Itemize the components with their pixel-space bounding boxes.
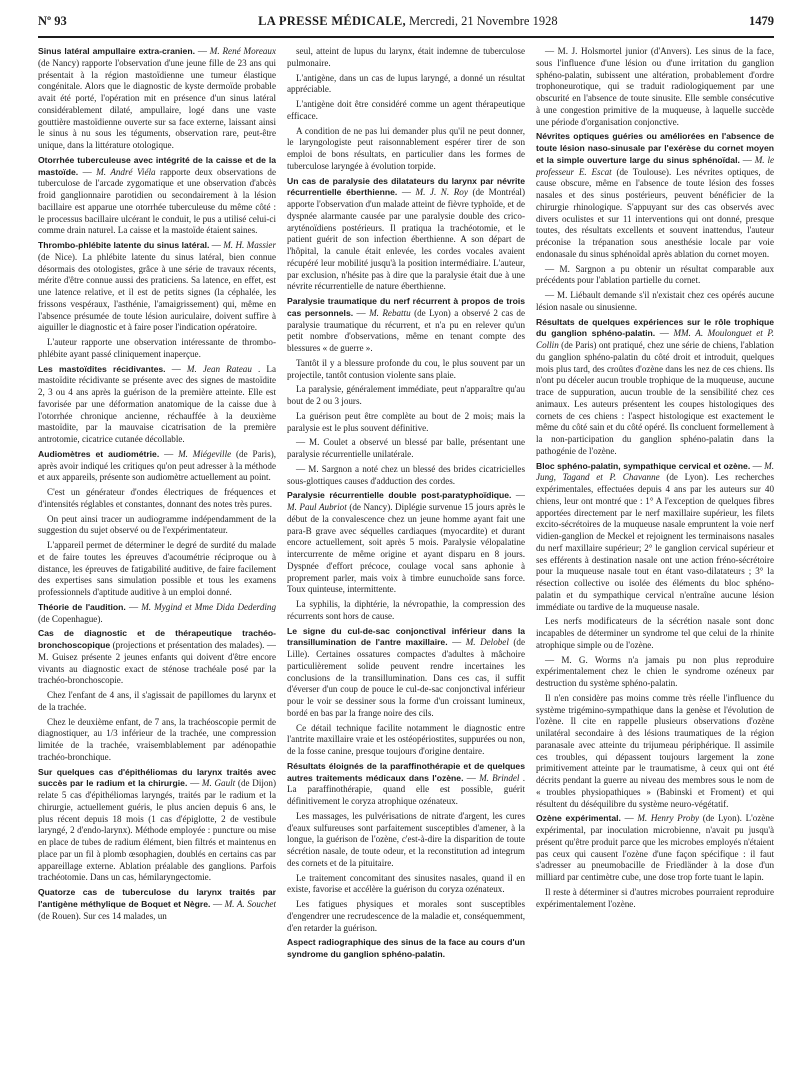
article-paragraph: Audiomètres et audiométrie. — M. Miégeville (de Paris), après avoir indiqué les critiques qu'on peut adresser à la méthode et aux appareils, présente son audiomètre actuellement au point.: [38, 448, 276, 483]
article-author: M. le professeur E. Escat: [536, 154, 774, 177]
article-body: Il n'en considère pas moins comme très réelle l'influence du système trigémino-sympathique dans la genèse et l'évolution de l'ozène. Il cite en rappelle plusieurs observations d'ozène unilatéral secondaire à des lésions traumatiques de la région paranasale avec atteinte du trijumeau périphérique. Il assimile ces troubles, qui dépassent toujours largement la zone primitivement atteinte par le traumatisme, à ceux qui ont été décrits pendant la guerre au niveau des membres sous le nom de « troubles physiopathiques » (Babinski et Froment) et qui résultent du déséquilibre du système neuro-végétatif.: [536, 692, 774, 809]
column-2: [287, 46, 525, 1066]
article-body: (de Rouen). Sur ces 14 malades, un: [38, 910, 167, 921]
article-body: C'est un générateur d'ondes électriques de fréquences et d'intensités réglables et constantes, donnant des notes très pures.: [38, 487, 276, 509]
article-paragraph: [38, 628, 276, 687]
article-paragraph: [38, 487, 276, 511]
article-paragraph: [287, 464, 525, 488]
article-body: . La mastoïdite récidivante se présente avec des signes de mastoïdite 2, 3 ou 4 ans après la guérison de la première atteinte. Elle est favorisée par une déformation anatomique de la caisse due à l'otorrhée chronique ancienne, réchauffée à la deuxième mastoïdite, par la mauvaise cicatrisation de la première antrotomie, cicatrice cutanée décollable.: [38, 363, 276, 444]
article-title: Ozène expérimental.: [536, 813, 621, 824]
article-body: Les nerfs modificateurs de la sécrétion nasale sont donc incapables de déterminer un syndrome tel que celui de la rhinite atrophique simple ou de l'ozène.: [536, 616, 774, 650]
article-author: M. Delobel: [465, 637, 509, 648]
article-title: Le signe du cul-de-sac conjonctival inférieur dans la transillumination de l'antre maxillaire.: [287, 625, 525, 648]
article-body: (de Copenhague).: [38, 613, 103, 624]
article-title: Paralysie traumatique du nerf récurrent à propos de trois cas personnels.: [287, 296, 525, 318]
article-paragraph: [536, 655, 774, 690]
article-body: Tantôt il y a blessure profonde du cou, le plus souvent par un projectile, tantôt contusion violente sans plaie.: [287, 357, 525, 380]
article-paragraph: [287, 811, 525, 870]
page-number: 1479: [748, 14, 774, 28]
article-body: (de Montréal) apporte l'observation d'un malade atteint de fièvre typhoïde, et de dyspnée alarmante causée par une paralysie double des crico-aryténoïdiens postérieurs. Il pratiqua la trachéotomie, et le patient guérit de son infection éberthienne. A son départ de l'hôpital, la canule était enlevée, les cordes vocales avaient récupéré leur mobilité jusqu'à la position intermédiaire. L'auteur, par exclusion, n'hésite pas à dire que la paralysie était due à une névrite récurrentielle de nature éberthienne.: [287, 187, 525, 292]
article-body: (de Lyon). Les recherches expérimentales, effectuées depuis 4 ans par les auteurs sur 40 chiens, leur ont montré que : 1° A l'exception de quelques fibres apportées directement par le nerf maxillaire supérieur, les filets excito-sécrétoires de la muqueuse nasale empruntent la voie nerf vidien-ganglion de Meckel et rejoignent les terminaisons nasales du nerf maxillaire supérieur; 2° le ganglion cervical supérieur et ses efférents à destination nasale ont une action fréno-sécrétoire pour la muqueuse nasale tout en étant vaso-dilatateurs ; 3° la résection collective ou isolée des éléments du bloc sphéno-palatin et du sympathique cervical n'entraîne aucune lésion immédiate ou tardive de la muqueuse nasale.: [536, 472, 774, 612]
article-author: M. Jean Rateau: [186, 363, 252, 374]
article-paragraph: [38, 337, 276, 361]
article-author: M. Paul Aubriot: [287, 502, 347, 512]
article-paragraph: Bloc sphéno-palatin, sympathique cervical et ozène. — M. Jung, Tagand et P. Chavanne (de Lyon). Les recherches expérimentales, effectuées depuis 4 ans par les auteurs sur 40 chiens, leur ont montré que : 1° A l'exception de quelques fibres apportées directement par le nerf maxillaire supérieur, les filets excito-sécrétoires de la muqueuse nasale empruntent la voie nerf vidien-ganglion de Meckel et rejoignent les terminaisons nasales du nerf maxillaire supérieur; 2° le ganglion cervical supérieur et ses efférents à destination nasale ont une action fréno-sécrétoire pour la muqueuse nasale tout en étant vaso-dilatateurs ; 3° la résection collective ou isolée des éléments du bloc sphéno-palatin et du sympathique cervical n'entraîne aucune lésion immédiate ou tardive de la muqueuse nasale.: [536, 460, 774, 612]
article-body: — M. G. Worms n'a jamais pu non plus reproduire expérimentalement chez le chien le syndrome ozéneux par destruction du système sphéno-palatin.: [536, 654, 774, 688]
article-paragraph: [536, 887, 774, 911]
article-title: Résultats de quelques expériences sur le rôle trophique du ganglion sphéno-palatin.: [536, 316, 774, 339]
article-title: Aspect radiographique des sinus de la face au cours d'un syndrome du ganglion sphéno-palatin.: [287, 937, 525, 959]
article-author: MM. A. Moulonguet et P. Collin: [536, 328, 774, 350]
article-paragraph: Les mastoïdites récidivantes. — M. Jean Rateau . La mastoïdite récidivante se présente avec des signes de mastoïdite 2, 3 ou 4 ans après la guérison de la première atteinte. Elle est favorisée par une déformation anatomique de la caisse due à l'otorrhée chronique ancienne, réchauffée à la deuxième mastoïdite, par la mauvaise cicatrisation de la première antrotomie, cicatrice cutanée décollable.: [38, 363, 276, 444]
article-paragraph: Ozène expérimental. — M. Henry Proby (de Lyon). L'ozène expérimental, par inoculation microbienne, n'avait pu jusqu'à présent qu'être produit parce que les microbes employés n'étaient pas ceux qui causent l'ozène d'une façon spécifique : il faut s'adresser au pneumobacille de Friedländer à la dose d'un milliard par centimètre cube, une dose trop forte tuant le lapin.: [536, 813, 774, 882]
article-title: Bloc sphéno-palatin, sympathique cervical et ozène.: [536, 460, 751, 471]
article-author: M. Gault: [201, 778, 236, 789]
article-paragraph: Résultats de quelques expériences sur le rôle trophique du ganglion sphéno-palatin. — MM. A. Moulonguet et P. Collin (de Paris) ont pratiqué, chez une série de chiens, l'ablation du ganglion sphéno-palatin du côté droit et introduit, quelques mois plus tard, des croûtes d'ozène dans les nez de ces chiens. Ils n'ont pu déceler aucun trouble trophique de la muqueuse, aucune trace de suppuration, aucun trouble de la sensibilité chez ces animaux. Les auteurs présentent les coupes histologiques des cornets de ces chiens : l'aspect histologique est exactement le même du côté sain et du côté opéré. Ils concluent formellement à la non-participation du ganglion sphéno-palatin dans la pathogénie de l'ozène.: [536, 316, 774, 456]
article-title: Théorie de l'audition.: [38, 601, 126, 612]
article-title: Quatorze cas de tuberculose du larynx traités par l'antigène méthylique de Boquet et Nègre.: [38, 887, 276, 909]
article-paragraph: Thrombo-phlébite latente du sinus latéral. — M. H. Massier (de Nice). La phlébite latente du sinus latéral, bien connue désormais des otologistes, grâce à une série de travaux récents, mérite d'être connue aussi des praticiens. Sa latence, en effet, est une latence relative, et il est de petits signes (la céphalée, les frissons vespéraux, l'asthénie, l'amaigrissement) qui, même en l'absence présumée de toute lésion auriculaire, doivent suffire à aiguiller le diagnostic et à faire poser l'indication opératoire.: [38, 240, 276, 333]
article-paragraph: Le signe du cul-de-sac conjonctival inférieur dans la transillumination de l'antre maxillaire. — M. Delobel (de Lille). Certaines ossatures compactes d'adultes à mâchoire particulièrement solide peuvent rendre incertaines les conclusions de la transillumination. Dans ces cas, il suffit d'éverser d'un coup de pouce le cul-de-sac conjonctival inférieur pour le voir se dessiner sous la forme d'un croissant lumineux, bordé en bas par la frange noire des cils.: [287, 625, 525, 718]
article-body: Le traitement concomitant des sinusites nasales, quand il en existe, favorise et accélère la guérison du coryza ozénateux.: [287, 872, 525, 895]
article-title: Thrombo-phlébite latente du sinus latéral.: [38, 240, 210, 250]
article-body: (de Dijon) relate 5 cas d'épithéliomas laryngés, traités par le radium et la chirurgie, actuellement guéris, le plus ancien depuis 6 ans, le plus récent depuis 18 mois (1 cas d'épiglotte, 2 de vestibule laryngé, 2 d'endo-larynx). Méthode employée : puncture ou mise en place de tubes de radium élément, bien filtrés et maintenus en place par un fil à plomb œsophagien, doublés en certains cas par appareillage externe. Ablation préalable des ganglions. Parfois trachéotomie. Dans un cas, hémilaryngectomie.: [38, 778, 276, 883]
article-paragraph: Paralysie traumatique du nerf récurrent à propos de trois cas personnels. — M. Rebattu (de Lyon) a observé 2 cas de paralysie traumatique du récurrent, et n'a pu en relever qu'un petit nombre d'observations, même en tenant compte des blessures « de guerre ».: [287, 296, 525, 353]
article-body: — M. Liébault demande s'il n'existait chez ces opérés aucune lésion nasale ou sinusienne.: [536, 290, 774, 312]
article-paragraph: [536, 616, 774, 651]
article-paragraph: [287, 723, 525, 758]
article-paragraph: [38, 540, 276, 599]
article-paragraph: [536, 693, 774, 811]
article-title: Un cas de paralysie des dilatateurs du larynx par névrite récurrentielle éberthienne.: [287, 175, 525, 198]
issue-number: Nº 93: [38, 14, 67, 28]
article-paragraph: [536, 46, 774, 128]
article-paragraph: [287, 384, 525, 408]
article-title: Sinus latéral ampullaire extra-cranien.: [38, 46, 195, 56]
article-body: rapporte deux observations de tuberculose de l'arcade zygomatique et une observation d'abcès froid ganglionnaire parotidien ou secondairement à la lésion bacillaire est apparue une otorrhée tuberculeuse du même côté : le processus bacillaire ulcérant le conduit, le pus a utilisé celui-ci comme drain naturel. La caisse et la mastoïde étaient saines.: [38, 166, 276, 236]
article-body: A condition de ne pas lui demander plus qu'il ne peut donner, le laryngologiste peut raisonnablement espérer tirer de son emploi de bons résultats, en particulier dans les formes de tuberculose laryngée à évolution torpide.: [287, 125, 525, 171]
article-paragraph: [287, 873, 525, 897]
article-body: — M. Sargnon a pu obtenir un résultat comparable aux précédents pour l'ablation partielle du cornet.: [536, 263, 774, 286]
article-author: M. Miégeville: [178, 448, 232, 459]
article-paragraph: [287, 411, 525, 435]
article-title: Cas de diagnostic et de thérapeutique trachéo-bronchoscopique: [38, 628, 276, 650]
article-title: Résultats éloignés de la paraffinothérapie et de quelques autres traitements médicaux dans l'ozène.: [287, 760, 525, 783]
article-title: Audiomètres et audiométrie.: [38, 448, 160, 459]
article-paragraph: Névrites optiques guéries ou améliorées en l'absence de toute lésion naso-sinusale par l'exérèse du cornet moyen et la simple ouverture large du sinus sphénoïdal. — M. le professeur E. Escat (de Toulouse). Les névrites optiques, de cause obscure, même en l'absence de toute lésion des fosses nasales et des sinus postérieurs, peuvent bénéficier de la chirurgie rhinologique. S'appuyant sur des cas observés avec divers oculistes et sur 11 interventions qui ont donné, presque toutes, des résultats excellents et souvent inattendus, l'auteur préconise la trépanation sous anesthésie locale par voie endonasale du sinus sphénoïdal après ablation du cornet moyen.: [536, 131, 774, 259]
article-paragraph: [287, 599, 525, 623]
article-title: Les mastoïdites récidivantes.: [38, 363, 166, 374]
article-paragraph: Sinus latéral ampullaire extra-cranien. — M. René Moreaux (de Nancy) rapporte l'observation d'une jeune fille de 23 ans qui présentait à la région mastoïdienne une tumeur élastique congénitale. Alors que le diagnostic de kyste dermoïde probable avait été porté, l'opération mit en présence d'un sinus latéral considérablement dilaté, ampullaire, logé dans une vaste gouttière mastoïdienne ouverte sur sa face externe, laissant ainsi le sinus à nu sous les téguments, observation rare, peut-être unique, dans la littérature otologique.: [38, 46, 276, 150]
article-body: Chez l'enfant de 4 ans, il s'agissait de papillomes du larynx et de la trachée.: [38, 690, 276, 712]
article-paragraph: [38, 717, 276, 764]
article-body: L'appareil permet de déterminer le degré de surdité du malade et de faire toutes les épreuves d'acoumétrie réciproque ou à distance, les épreuves de fatigabilité auditive, de faire facilement des expertises sans simulation possible et tous les examens professionnels d'aptitude auditive à un emploi donné.: [38, 540, 276, 597]
article-paragraph: [287, 73, 525, 97]
article-body: (projections et présentation des malades). — M. Guisez présente 2 jeunes enfants qui doivent d'être encore vivants au diagnostic exact de sténose trachéale posé par la trachéo-bronchoscopie.: [38, 640, 276, 686]
article-body: Ce détail technique facilite notamment le diagnostic entre l'antrite maxillaire vraie et les ostéopériostites, suppurées ou non, de la fosse canine, presque toujours d'origine dentaire.: [287, 722, 525, 756]
article-body: Les massages, les pulvérisations de nitrate d'argent, les cures d'eaux sulfureuses sont parfaitement susceptibles d'amener, à la longue, la guérison de l'ozène, c'est-à-dire la disparition de toute sécrétion nasale, de toute odeur, et la reconstitution ad integrum des cornets et de la pituitaire.: [287, 810, 525, 868]
article-paragraph: Théorie de l'audition. — M. Mygind et Mme Dida Dederding (de Copenhague).: [38, 601, 276, 624]
article-author: M. Jung, Tagand et P. Chavanne: [536, 460, 774, 483]
article-author: M. René Moreaux: [209, 46, 276, 56]
article-paragraph: [536, 290, 774, 314]
article-title: Otorrhée tuberculeuse avec intégrité de la caisse et de la mastoïde.: [38, 154, 276, 177]
article-body: — M. Sargnon a noté chez un blessé des brides cicatricielles sous-glottiques causes d'adduction des cordes.: [287, 463, 525, 486]
article-title: Paralysie récurrentielle double post-paratyphoïdique.: [287, 490, 512, 501]
article-paragraph: Un cas de paralysie des dilatateurs du larynx par névrite récurrentielle éberthienne. — M. J. N. Roy (de Montréal) apporte l'observation d'un malade atteint de fièvre typhoïde, et de dyspnée alarmante causée par une paralysie double des crico-aryténoïdiens postérieurs. Il pratiqua la trachéotomie, et le patient guérit de son infection éberthienne. A son départ de l'hôpital, la canule était enlevée, les cordes vocales avaient récupéré leur mobilité jusqu'à la position intermédiaire. L'auteur, par exclusion, n'hésite pas à dire que la paralysie était due à une névrite récurrentielle de nature éberthienne.: [287, 175, 525, 292]
article-paragraph: [287, 899, 525, 934]
article-author: M. J. N. Roy: [415, 187, 468, 198]
article-body: (de Lyon). L'ozène expérimental, par inoculation microbienne, n'avait pu jusqu'à présent qu'être produit parce que les microbes employés n'étaient pas ceux qui causent l'ozène d'une façon spécifique : il faut s'adresser au pneumobacille de Friedländer à la dose d'un milliard par centimètre cube, une dose trop forte tuant le lapin.: [536, 813, 774, 882]
article-body: — M. J. Holsmortel junior (d'Anvers). Les sinus de la face, sous l'influence d'une lésion ou d'une irritation du ganglion sphéno-palatin, subissent une altération, probablement d'ordre trophoneurotique, qui se traduit radiologiquement par une obscurité en l'absence de toute sinusite. Elle semble consécutive à une congestion primitive de la muqueuse, à laquelle succède une période d'organisation conjonctive.: [536, 46, 774, 127]
article-author: M. Henry Proby: [637, 813, 700, 824]
article-body: La paralysie, généralement immédiate, peut n'apparaître qu'au bout de 2 ou 3 jours.: [287, 384, 525, 406]
article-body: On peut ainsi tracer un audiogramme indépendamment de la suggestion du sujet observé ou de l'expérimentateur.: [38, 513, 276, 536]
article-body: La guérison peut être complète au bout de 2 mois; mais la paralysie est le plus souvent définitive.: [287, 410, 525, 433]
article-paragraph: [287, 437, 525, 461]
article-paragraph: Paralysie récurrentielle double post-paratyphoïdique. — M. Paul Aubriot (de Nancy). Diplégie survenue 15 jours après le début de la convalescence chez un jeune homme ayant fait une para-B grave avec séquelles cardiaques (myocardite) et durant encore actuellement, soit après 5 mois. Paralysie vélopalatine intercurrente de même origine et ayant disparu en 8 jours. Dyspnée d'effort précoce, coulage vocal sans aphonie à proprement parler, mais voix à timbre eunuchoïde sans force. Toux quinteuse, intermittente.: [287, 490, 525, 595]
article-author: M. A. Souchet: [224, 898, 276, 909]
article-body: . La paraffinothérapie, quand elle est possible, guérit définitivement le coryza atrophique ozénateux.: [287, 772, 525, 806]
article-author: M. Mygind et Mme Dida Dederding: [141, 601, 276, 612]
page-header: [38, 14, 774, 38]
article-body: (de Lille). Certaines ossatures compactes d'adultes à mâchoire particulièrement solide peuvent rendre incertaines les conclusions de la transillumination. Dans ces cas, il suffit d'éverser d'un coup de pouce le cul-de-sac conjonctival inférieur pour le voir se dessiner sous la forme d'un croissant lumineux, bordé en bas par la frange noire des cils.: [287, 637, 525, 718]
issue-date: Mercredi, 21 Novembre 1928: [409, 14, 558, 28]
article-body: (de Nancy) rapporte l'observation d'une jeune fille de 23 ans qui présentait à la région mastoïdienne une tumeur élastique congénitale. Alors que le diagnostic de kyste dermoïde probable avait été porté, l'opération mit en présence d'un sinus latéral considérablement dilaté, ampullaire, logé dans une vaste gouttière mastoïdienne ouverte sur sa face externe, laissant ainsi le sinus à nu sous les téguments, observation rare, peut-être unique, dans la littérature otologique.: [38, 57, 276, 150]
article-author: M. André Viéla: [96, 166, 156, 177]
article-paragraph: [287, 937, 525, 961]
article-body: L'antigène doit être considéré comme un agent thérapeutique efficace.: [287, 99, 525, 121]
article-body: seul, atteint de lupus du larynx, était indemne de tuberculose pulmonaire.: [287, 46, 525, 68]
masthead: [258, 14, 557, 29]
article-author: M. H. Massier: [223, 240, 276, 250]
article-author: M. Rebattu: [369, 307, 411, 318]
article-paragraph: Otorrhée tuberculeuse avec intégrité de la caisse et de la mastoïde. — M. André Viéla rapporte deux observations de tuberculose de l'arcade zygomatique et une observation d'abcès froid ganglionnaire parotidien ou secondairement à la lésion bacillaire est apparue une otorrhée tuberculeuse du même côté : le processus bacillaire ulcérant le conduit, le pus a utilisé celui-ci comme drain naturel. La caisse et la mastoïde étaient saines.: [38, 154, 276, 236]
article-author: M. Brindel: [479, 772, 520, 783]
article-paragraph: Résultats éloignés de la paraffinothérapie et de quelques autres traitements médicaux dans l'ozène. — M. Brindel . La paraffinothérapie, quand elle est possible, guérit définitivement le coryza atrophique ozénateux.: [287, 760, 525, 806]
article-paragraph: [287, 358, 525, 382]
article-body: (de Paris), après avoir indiqué les critiques qu'on peut adresser à la méthode et aux appareils, présente son audiomètre actuellement au point.: [38, 448, 276, 483]
article-body: L'auteur rapporte une observation intéressante de thrombo-phlébite ayant passé cliniquement inaperçue.: [38, 337, 276, 359]
article-paragraph: Sur quelques cas d'épithéliomas du larynx traités avec succès par le radium et la chirurgie. — M. Gault (de Dijon) relate 5 cas d'épithéliomas laryngés, traités par le radium et la chirurgie, actuellement guéris, le plus ancien depuis 6 ans, le plus récent depuis 18 mois (1 cas d'épiglotte, 2 de vestibule laryngé, 2 d'endo-larynx). Méthode employée : puncture ou mise en place de tubes de radium élément, bien filtrés et maintenus en place par un fil à plomb œsophagien, doublés en certains cas par appareillage externe. Ablation préalable des ganglions. Parfois trachéotomie. Dans un cas, hémilaryngectomie.: [38, 766, 276, 883]
article-title: Sur quelques cas d'épithéliomas du larynx traités avec succès par le radium et la chirurgie.: [38, 766, 276, 789]
article-body: — M. Coulet a observé un blessé par balle, présentant une paralysie récurrentielle unilatérale.: [287, 437, 525, 459]
article-paragraph: [287, 126, 525, 173]
article-paragraph: [38, 690, 276, 714]
article-body: Il reste à déterminer si d'autres microbes pourraient reproduire expérimentalement l'ozène.: [536, 886, 774, 909]
article-paragraph: [287, 99, 525, 123]
article-body: (de Nice). La phlébite latente du sinus latéral, bien connue désormais des otologistes, grâce à une série de travaux récents, mérite d'être connue aussi des praticiens. Sa latence, en effet, est une latence relative, et il est de petits signes (la céphalée, les frissons vespéraux, l'asthénie, l'amaigrissement) qui, même en l'absence présumée de toute lésion auriculaire, doivent suffire à aiguiller le diagnostic et à faire poser l'indication opératoire.: [38, 251, 276, 333]
article-title: Névrites optiques guéries ou améliorées en l'absence de toute lésion naso-sinusale par l'exérèse du cornet moyen et la simple ouverture large du sinus sphénoïdal.: [536, 131, 774, 165]
article-body: (de Lyon) a observé 2 cas de paralysie traumatique du récurrent, et n'a pu en relever qu'un petit nombre d'observations, même en tenant compte des blessures « de guerre ».: [287, 307, 525, 353]
article-paragraph: [38, 514, 276, 538]
column-3: [536, 46, 774, 1066]
article-paragraph: [536, 264, 774, 288]
article-paragraph: [287, 46, 525, 70]
article-body: (de Paris) ont pratiqué, chez une série de chiens, l'ablation du ganglion sphéno-palatin du côté droit et introduit, quelques mois plus tard, des croûtes d'ozène dans les nez de ces chiens. Ils n'ont pu déceler aucun trouble trophique de la muqueuse, aucune trace de suppuration, aucun trouble de la sensibilité chez ces animaux. Les auteurs présentent les coupes histologiques des cornets de ces chiens : l'aspect histologique est exactement le même du côté sain et du côté opéré. Ils concluent formellement à la non-participation du ganglion sphéno-palatin dans la pathogénie de l'ozène.: [536, 340, 774, 456]
article-body: La syphilis, la diphtérie, la névropathie, la compression des récurrents sont hors de cause.: [287, 599, 525, 621]
article-body: L'antigène, dans un cas de lupus laryngé, a donné un résultat appréciable.: [287, 72, 525, 95]
article-body: (de Nancy). Diplégie survenue 15 jours après le début de la convalescence chez un jeune homme ayant fait une para-B grave avec séquelles cardiaques (myocardite) et durant encore actuellement, soit après 5 mois. Paralysie vélopalatine intercurrente de même origine et ayant disparu en 8 jours. Dyspnée d'effort précoce, coulage vocal sans aphonie à proprement parler, mais voix à timbre eunuchoïde sans force. Toux quinteuse, intermittente.: [287, 502, 525, 595]
article-body: Chez le deuxième enfant, de 7 ans, la trachéoscopie permit de diagnostiquer, au 1/3 inférieur de la trachée, une compression limitée de la trachée, vraisemblablement par adénopathie trachéo-bronchique.: [38, 716, 276, 762]
article-body: (de Toulouse). Les névrites optiques, de cause obscure, même en l'absence de toute lésion des fosses nasales et des sinus postérieurs, peuvent bénéficier de la chirurgie rhinologique. S'appuyant sur des cas observés avec divers oculistes et sur 11 interventions qui ont donné, presque toutes, des résultats excellents et souvent inattendus, l'auteur préconise la trépanation sous anesthésie locale par voie endonasale du sinus sphénoïdal après ablation du cornet moyen.: [536, 166, 774, 259]
article-paragraph: Quatorze cas de tuberculose du larynx traités par l'antigène méthylique de Boquet et Nègre. — M. A. Souchet (de Rouen). Sur ces 14 malades, un: [38, 887, 276, 921]
journal-title: LA PRESSE MÉDICALE,: [258, 14, 406, 28]
text-columns: [38, 46, 774, 1066]
column-1: [38, 46, 276, 1066]
article-body: Les fatigues physiques et morales sont susceptibles d'engendrer une recrudescence de la maladie et, conséquemment, d'en retarder la guérison.: [287, 899, 525, 933]
